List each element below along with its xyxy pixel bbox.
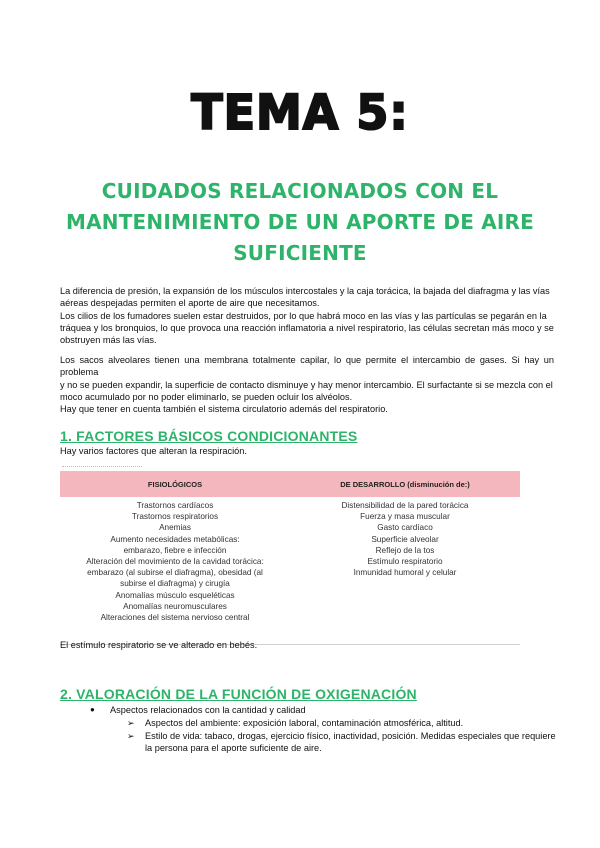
table-cell-line: Alteración del movimiento de la cavidad torácica: <box>86 557 264 567</box>
table-cell-line: Trastornos cardíacos <box>136 501 214 510</box>
list-subitem-text: la persona para el aporte suficiente de aire. <box>145 743 322 754</box>
table-cell-line: Reflejo de la tos <box>375 545 435 555</box>
table-cell-line: Anemias <box>159 523 191 533</box>
table-cell-line: embarazo (al subirse el diafragma), obesidad (al <box>87 568 263 578</box>
text-line: La diferencia de presión, la expansión de los músculos intercostales y la caja torácica, la bajada del diafragma y las vías <box>60 286 550 296</box>
page-subtitle: CUIDADOS RELACIONADOS CON EL MANTENIMIENTO DE UN APORTE DE AIRE SUFICIENTE <box>65 179 535 265</box>
header-fisiologicos: FISIOLÓGICOS <box>60 471 290 497</box>
list-subitem-text: Aspectos del ambiente: exposición laboral, contaminación atmosférica, altitud. <box>145 718 464 728</box>
table-row <box>60 497 520 645</box>
list-subitem <box>127 730 565 755</box>
text-line: obstruyen más las vías. <box>60 335 157 346</box>
list-item <box>90 704 306 716</box>
header-desarrollo: DE DESARROLLO (disminución de:) <box>290 471 520 497</box>
table-cell-line: embarazo, fiebre e infección <box>123 545 227 555</box>
text-line: y no se pueden expandir, la superficie de contacto disminuye y hay menor intercambio. El surfactante si se mezcla con el <box>60 379 553 390</box>
list-subitem <box>127 717 464 729</box>
table-cell-line: Gasto cardíaco <box>377 523 433 533</box>
section1-lead: Hay varios factores que alteran la respiración. <box>60 446 247 456</box>
section-heading-factores: 1. FACTORES BÁSICOS CONDICIONANTES <box>60 428 358 444</box>
section-heading-valoracion: 2. VALORACIÓN DE LA FUNCIÓN DE OXIGENACIÓN <box>60 686 417 702</box>
arrow-bullet-icon: ➢ <box>127 718 135 728</box>
table-cell-line: Superficie alveolar <box>371 534 439 544</box>
table-cell-line: Inmunidad humoral y celular <box>353 568 457 578</box>
text-line: Los cilios de los fumadores suelen estar destruidos, por lo que habrá moco en las vías y las partículas se pegarán en la <box>60 310 547 321</box>
text-line: aéreas despejadas permiten el aporte de aire que necesitamos. <box>60 298 320 309</box>
column-fisiologicos <box>60 497 290 645</box>
table-cell-line: Distensibilidad de la pared torácica <box>341 501 469 510</box>
text-line: Hay que tener en cuenta también el sistema circulatorio además del respiratorio. <box>60 404 388 415</box>
text-line: moco acumulado por no poder eliminarlo, se pueden ocluir los alvéolos. <box>60 391 353 402</box>
table-divider <box>62 466 142 467</box>
table-cell-line: Anomalías neuromusculares <box>123 601 227 611</box>
arrow-bullet-icon: ➢ <box>127 731 135 741</box>
column-desarrollo <box>290 497 520 645</box>
list-subitem-text: Estilo de vida: tabaco, drogas, ejercicio físico, inactividad, posición. Medidas especiales que requiere <box>145 731 556 741</box>
table-cell-line: Estímulo respiratorio <box>367 557 443 567</box>
intro-paragraph-2 <box>60 354 554 415</box>
table-cell-line: Trastornos respiratorios <box>131 512 219 522</box>
table-cell-line: Aumento necesidades metabólicas: <box>110 534 240 544</box>
list-item-text: Aspectos relacionados con la cantidad y calidad <box>110 705 306 715</box>
table-cell-line: Anomalías músculo esqueléticas <box>115 590 235 600</box>
text-line: Los sacos alveolares tienen una membrana totalmente capilar, lo que permite el intercambio de gases. Si hay un problema <box>60 355 554 378</box>
page-title: TEMA 5: <box>191 83 409 141</box>
table-cell-line: Alteraciones del sistema nervioso central <box>100 613 250 623</box>
text-line: tráquea y los bronquios, lo que provoca una reacción inflamatoria a nivel respiratorio, las células secretan más moco y se <box>60 322 554 333</box>
bullet-icon: ● <box>90 705 95 714</box>
table-cell-line: Fuerza y masa muscular <box>360 512 450 522</box>
intro-paragraph-1 <box>60 285 554 346</box>
table-header-row <box>60 471 520 497</box>
table-cell-line: subirse el diafragma) y cirugía <box>120 579 230 589</box>
factors-table <box>60 471 520 645</box>
section1-note: El estímulo respiratorio se ve alterado en bebés. <box>60 640 258 650</box>
